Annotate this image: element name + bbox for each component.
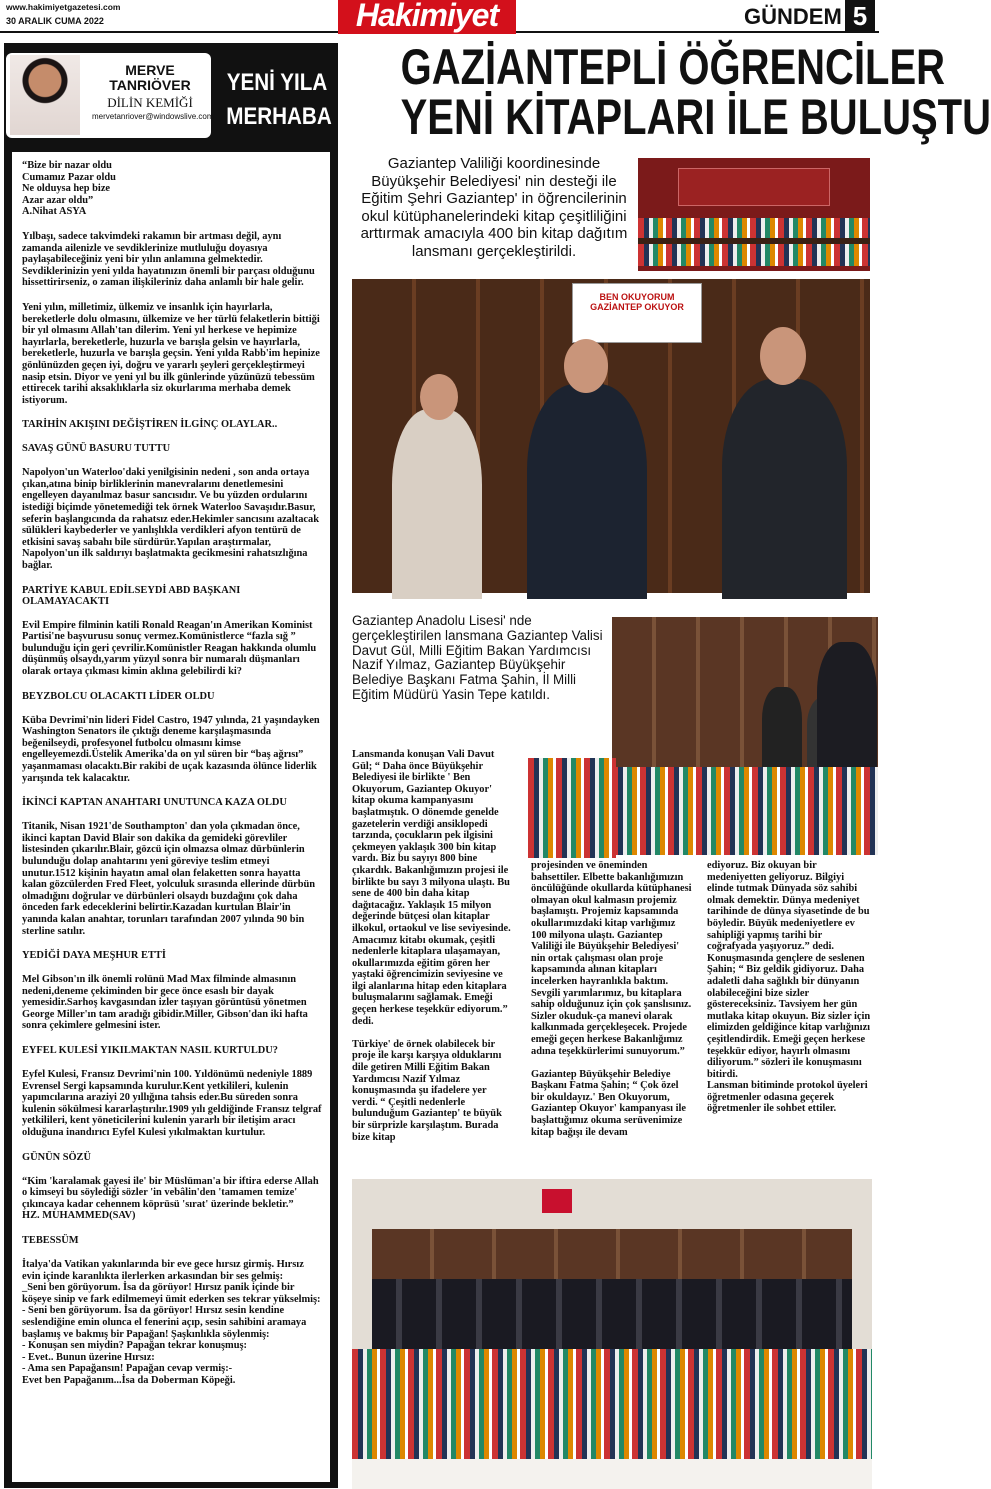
photo-flowers — [352, 1459, 872, 1489]
website-url: www.hakimiyetgazetesi.com — [6, 2, 121, 12]
photo-group — [352, 1179, 872, 1489]
article-body-col2: projesinden ve öneminden bahsettiler. Elbette bakanlığımızın öncülüğünde okullarda kütüphanesi olmayan okul kalmasın projemiz başlamıştı. Projemiz kapsamında okullarımızdaki kitap varlığımız 100 milyona ulaştı. Gaziantep Valiliği ile Büyükşehir Belediyesi' nin ortak çalışması olan proje kapsamında alınan kitapları incelerken hayranlıkla baktım. Sevgili yarımlarımız, bu kitaplara sahip olduğunuz için çok şanslısınız. Sizler okuduk-ça manevi olarak kalkınmada gerçekleşecek. Projede emeği geçen herkese Bakanlığımız adına teşekkürlerimi sunuyorum.” Gaziantep Büyükşehir Belediye Başkanı Fatma Şahin; “ Çok özel bir okuldayız.' Ben Okuyorum, Gaziantep Okuyor' kampanyası ile başlattığımız okuma serüvenimize kitap bağışı ile devam — [531, 860, 692, 1138]
article-lead: Gaziantep Valiliği koordinesinde Büyükşehir Belediyesi' nin desteği ile Eğitim Şehri Gaziantep' in öğrencilerinin okul kütüphanelerindeki kitap çeşitliliğini arttırmak amacıyla 400 bin kitap dağıtım lansmanı gerçekleştirildi. — [360, 155, 628, 260]
column-paragraph: Eyfel Kulesi, Fransız Devrimi'nin 100. Yıldönümü nedeniyle 1889 Evrensel Sergi kapsamında kurulur.Kent yetkilileri, kulenin yapımcılarına araziyi 20 yıllığına tahsis eder.Bu süreden sonra kulenin sökülmesi kararlaştırılır.1909 yılı geldiğinde Fransız telgraf yetkilileri, kent yöneticilerini kulenin yararlı bir iletişim aracı olduğuna inandırıcı Eyfel Kulesi yıkılmaktan kurtulur. — [22, 1069, 322, 1139]
photo-bookshelf — [638, 158, 870, 271]
column-title — [226, 66, 332, 134]
photo-person — [817, 642, 877, 767]
headline-line2: YENİ KİTAPLARI İLE BULUŞTU — [400, 89, 991, 145]
column-subheading: BEYZBOLCU OLACAKTI LİDER OLDU — [22, 690, 215, 702]
photo-person — [762, 687, 802, 767]
photo-books — [612, 767, 878, 855]
column-paragraph: Titanik, Nisan 1921'de Southampton' dan yola çıkmadan önce, ikinci kaptan David Blair son dakika da gemideki görevliler listesinden çıkarılır.Blair, gözcü için olmazsa olmaz dürbünlerin bulunduğu dolap anahtarını yeni göreviye teslim etmeyi unutur.1512 kişinin hayatın amal olan felaketten sonra hayatta kalan gözcülerden Fred Fleet, yolculuk sırasında ellerinde dürbün olmadığını doğrular ve dürbünleri olsaydı buzdağını çok daha önceden fark edeceklerini belirtir.Kazadan kurtulan Blair'in yanında kalan anahtar, torunları tarafından 2007 yılında 90 bin sterline satılır. — [22, 821, 316, 937]
column-subheading: TARİHİN AKIŞINI DEĞİŞTİREN İLGİNÇ OLAYLAR.. — [22, 419, 278, 431]
author-first-name: MERVE — [125, 62, 175, 78]
photo-books — [638, 218, 870, 238]
column-paragraph: İtalya'da Vatikan yakınlarında bir eve gece hırsız girmiş. Hırsız evin içinde karanlıkta ilerlerken arkasından bir ses gelmiş: _Seni ben görüyorum. İsa da görüyor! Hırsız panik içinde bir köşeye sinip ve fark edilmemeyi ümit ederken ses tekrar yükselmiş: - Seni ben görüyorum. İsa da görüyor! Hırsız sesin kendine seslendiğine emin olunca el fenerini açıp, sesin sahibini aramaya başlamış ve bakmış bir Papağan! Şaşkınlıkla söylenmiş: - Konuşan sen miydin? Papağan tekrar konuşmuş: - Evet.. Bunun üzerine Hırsız: - Ama sen Papağansın! Papağan cevap vermiş:- Evet ben Papağanım...İsa da Doberman Köpeği. — [22, 1259, 321, 1386]
column-body — [22, 160, 324, 1400]
column-title-line1: YENİ YILA — [226, 69, 328, 96]
column-paragraph: Mel Gibson'ın ilk önemli rolünü Mad Max filminde almasının nedeni,deneme çekiminden bir gece önce esaslı bir dayak yemesidir.Sarhoş kavgasından izler taşıyan görüntüsü yönetmen George Miller'ın tam aradığı gibidir.Miller, Gibson'dan iki hafta sonra çekimlere gelmesini ister. — [22, 974, 308, 1032]
column-paragraph: Yeni yılın, milletimiz, ülkemiz ve insanlık için hayırlarla, bereketlerle dolu olmasını, ülkemize ve her türlü felaketlerin bittiği bir yıl olmasını Allah'tan dilerim. Yeni yıl herkese ve hepimize hayırlarla, bereketlerle, huzurla ve barışla gelsin ve hayırlarla, bereketlerle, huzurla ve barışla geçsin. Yeni yılda Rabb'im hepinize gönlünüzden geçen iyi, doğru ve yararlı şeyleri gerçekleştirmeyi nasip etsin. Diyor ve yeni yıl bu ilk günlerinde yüzünüzü tebessüm ettirecek tarihi aksaklıklarla siz okurlarıma merhaba demek istiyorum. — [22, 301, 320, 406]
column-paragraph: “Kim 'karalamak gayesi ile' bir Müslüman'a bir iftira ederse Allah o kimseyi bu söylediği sözler 'in vebâlin'den 'tamamen temize' çıkıncaya kadar cehennem köprüsü 'sırat' üzerinde bekletir.” HZ. MUHAMMED(SAV) — [22, 1175, 319, 1222]
photo-person — [722, 379, 847, 599]
photo-person — [392, 409, 482, 599]
column-paragraph: Napolyon'un Waterloo'daki yenilgisinin nedeni , son anda ortaya çıkan,atına binip birliklerinin manevralarını denetlemesini engelleyen dayanılmaz basur sancısıdır. Ve bu yüzden ordularını istediği biçimde yönetemediği tek örnek Waterloo Savaşıdır.Basur, seferin başlangıcında da rahatsız eder.Hekimler sancısını azaltacak sülükleri kaybederler ve yanlışlıkla verdikleri afyon tentürü de etkisini savaş sabahı bile sürdürür.Yapılan araştırmalar, Napolyon'un ilk saldırıyı başlatmakta gecikmesini rahatsızlığına bağlar. — [22, 467, 319, 572]
photo-head — [564, 339, 608, 393]
column-subheading: SAVAŞ GÜNÜ BASURU TUTTU — [22, 443, 171, 455]
photo-person — [527, 384, 647, 599]
article-body-col1: Lansmanda konuşan Vali Davut Gül; “ Daha önce Büyükşehir Belediyesi ile birlikte ' Ben Okuyorum, Gaziantep Okuyor' kitap okuma kampanyasını başlatmıştık. O dönemde genelde gazetelerin verdiği ansiklopedi tarzında, çocukların pek ilgisini çekmeyen yaklaşık 300 bin kitap vardı. Biz bu sayıyı 800 bine çıkardık. Bakanlığımızın projesi ile birlikte bu sayı 3 milyona ulaştı. Bu sene de 400 bin daha kitap dağıtacağız. Yaklaşık 15 milyon değerinde bütçesi olan kitaplar ilkokul, ortaokul ve lise seviyesinde. Amacımız kitabı okumak, çeşitli nedenlerle kitaplara ulaşamayan, okullarımızda eğitim gören her yaştaki öğrencimizin seviyesine ve ilgi alanlarına hitap eden kitaplara buluşmalarını sağlamak. Emeği geçen herkese teşekkür ediyorum.” dedi. Türkiye' de örnek olabilecek bir proje ile karşı karşıya olduklarını dile getiren Milli Eğitim Bakan Yardımcısı Nazif Yılmaz konuşmasında şu ifadelere yer verdi. “ Çeşitli nedenlerle bulunduğum Gaziantep' te büyük bir sürprizle karşılaştım. Burada bize kitap — [352, 749, 511, 1143]
newspaper-logo: Hakimiyet — [338, 0, 516, 34]
photo-flag — [542, 1189, 572, 1213]
article-headline — [400, 39, 991, 145]
photo-books — [528, 758, 616, 858]
column-paragraph: Evil Empire filminin katili Ronald Reagan'ın Amerikan Kominist Partisi'ne başvurusu sonuç vermez.Komünistlerce “fazla sığ ” bulunduğu için geri çevrilir.Komünistler Reagan hakkında olumlu düşünmüş olsaydı,yarım yüzyıl sonra bir numaralı düşmanları olarak ortaya çıkması kimin aklına gelebilirdi ki? — [22, 619, 317, 677]
column-name: DİLİN KEMİĞİ — [107, 95, 193, 110]
column-subheading: GÜNÜN SÖZÜ — [22, 1151, 91, 1163]
author-name — [92, 63, 208, 93]
column-text-box — [12, 152, 330, 1482]
author-email: mervetanriover@windowslive.com — [92, 112, 214, 121]
column-subheading: EYFEL KULESİ YIKILMAKTAN NASIL KURTULDU? — [22, 1045, 278, 1057]
photo-caption: Gaziantep Anadolu Lisesi' nde gerçekleştirilen lansmana Gaziantep Valisi Davut Gül, Milli Eğitim Bakan Yardımcısı Nazif Yılmaz, Gaziantep Büyükşehir Belediye Başkanı Fatma Şahin, İl Milli Eğitim Müdürü Yasin Tepe katıldı. — [352, 613, 603, 702]
column-paragraph: “Bize bir nazar oldu Cumamız Pazar oldu Ne olduysa hep bize Azar azar oldu” A.Nihat ASYA — [22, 160, 116, 218]
photo-head — [420, 374, 458, 420]
author-photo — [10, 55, 80, 135]
photo-books — [638, 244, 870, 266]
column-title-line2: MERHABA — [226, 103, 332, 130]
photo-books-table — [528, 758, 616, 858]
column-subheading: YEDİĞİ DAYA MEŞHUR ETTİ — [22, 950, 166, 962]
column-subheading: İKİNCİ KAPTAN ANAHTARI UNUTUNCA KAZA OLDU — [22, 797, 287, 809]
author-last-name: TANRIÖVER — [109, 77, 191, 93]
photo-officials — [352, 279, 870, 593]
photo-visit — [612, 617, 878, 855]
section-title: GÜNDEM — [744, 4, 842, 29]
column-subheading: TEBESSÜM — [22, 1235, 79, 1246]
page-number: 5 — [845, 0, 875, 32]
column-paragraph: Küba Devrimi'nin lideri Fidel Castro, 1947 yılında, 21 yaşındayken Washington Senators ile çıktığı deneme karşılaşmasında beğenilseydi, profesyonel futbolcu olmasını kimse engelleyemezdi.Üstelik Amerika'da on yıl süren bir “baş ağrısı” yaşanmaması olacaktı.Bir rakibi de uçak kazasında ölünce liderlik yarışında tek kalacaktır. — [22, 714, 320, 784]
headline-line1: GAZİANTEPLİ ÖĞRENCİLER — [400, 39, 946, 95]
photo-books — [352, 1349, 872, 1459]
column-subheading: PARTİYE KABUL EDİLSEYDİ ABD BAŞKANI OLAMAYACAKTI — [22, 584, 241, 607]
issue-date: 30 ARALIK CUMA 2022 — [6, 16, 104, 26]
photo-banner: BEN OKUYORUM GAZİANTEP OKUYOR — [572, 283, 702, 343]
photo-sign — [678, 168, 830, 206]
photo-head — [760, 327, 806, 385]
column-paragraph: Yılbaşı, sadece takvimdeki rakamın bir artması değil, aynı zamanda ailenizle ve sevdiklerinize mutluluğu doyasıya paylaşabileceğiniz yeni bir yılın anlamına gelmektedir. Sevdiklerinizin yeni yılda hayatınızın önemli bir parçası olduğunu hissettirirseniz, o zaman ilişkileriniz daha anlamlı bir hale gelir. — [22, 230, 315, 289]
photo-crowd — [372, 1279, 852, 1349]
article-body-col3: ediyoruz. Biz okuyan bir medeniyetten geliyoruz. Bilgiyi elinde tutmak Dünyada söz sahibi olmak demektir. Dünya medeniyet tarihinde de dünya siyasetinde de bu böyledir. Büyük medeniyetlere ev sahipliği yapmış tarihi bir coğrafyada yaşıyoruz.” dedi. Konuşmasında gençlere de seslenen Şahin; “ Biz geldik gidiyoruz. Daha adaletli daha sağlıklı bir dünyanın olabileceğini bize sizler göstereceksiniz. Tavsiyem her gün mutlaka kitap okuyun. Biz sizler için elimizden geldiğince kitap varlığınızı çeşitlendirdik. Emeği geçen herkese teşekkür ediyor, hayırlı olmasını diliyorum.” sözleri ile konuşmasını bitirdi. Lansman bitiminde protokol üyeleri öğretmenler odasına geçerek öğretmenler ile sohbet ettiler. — [707, 860, 871, 1115]
